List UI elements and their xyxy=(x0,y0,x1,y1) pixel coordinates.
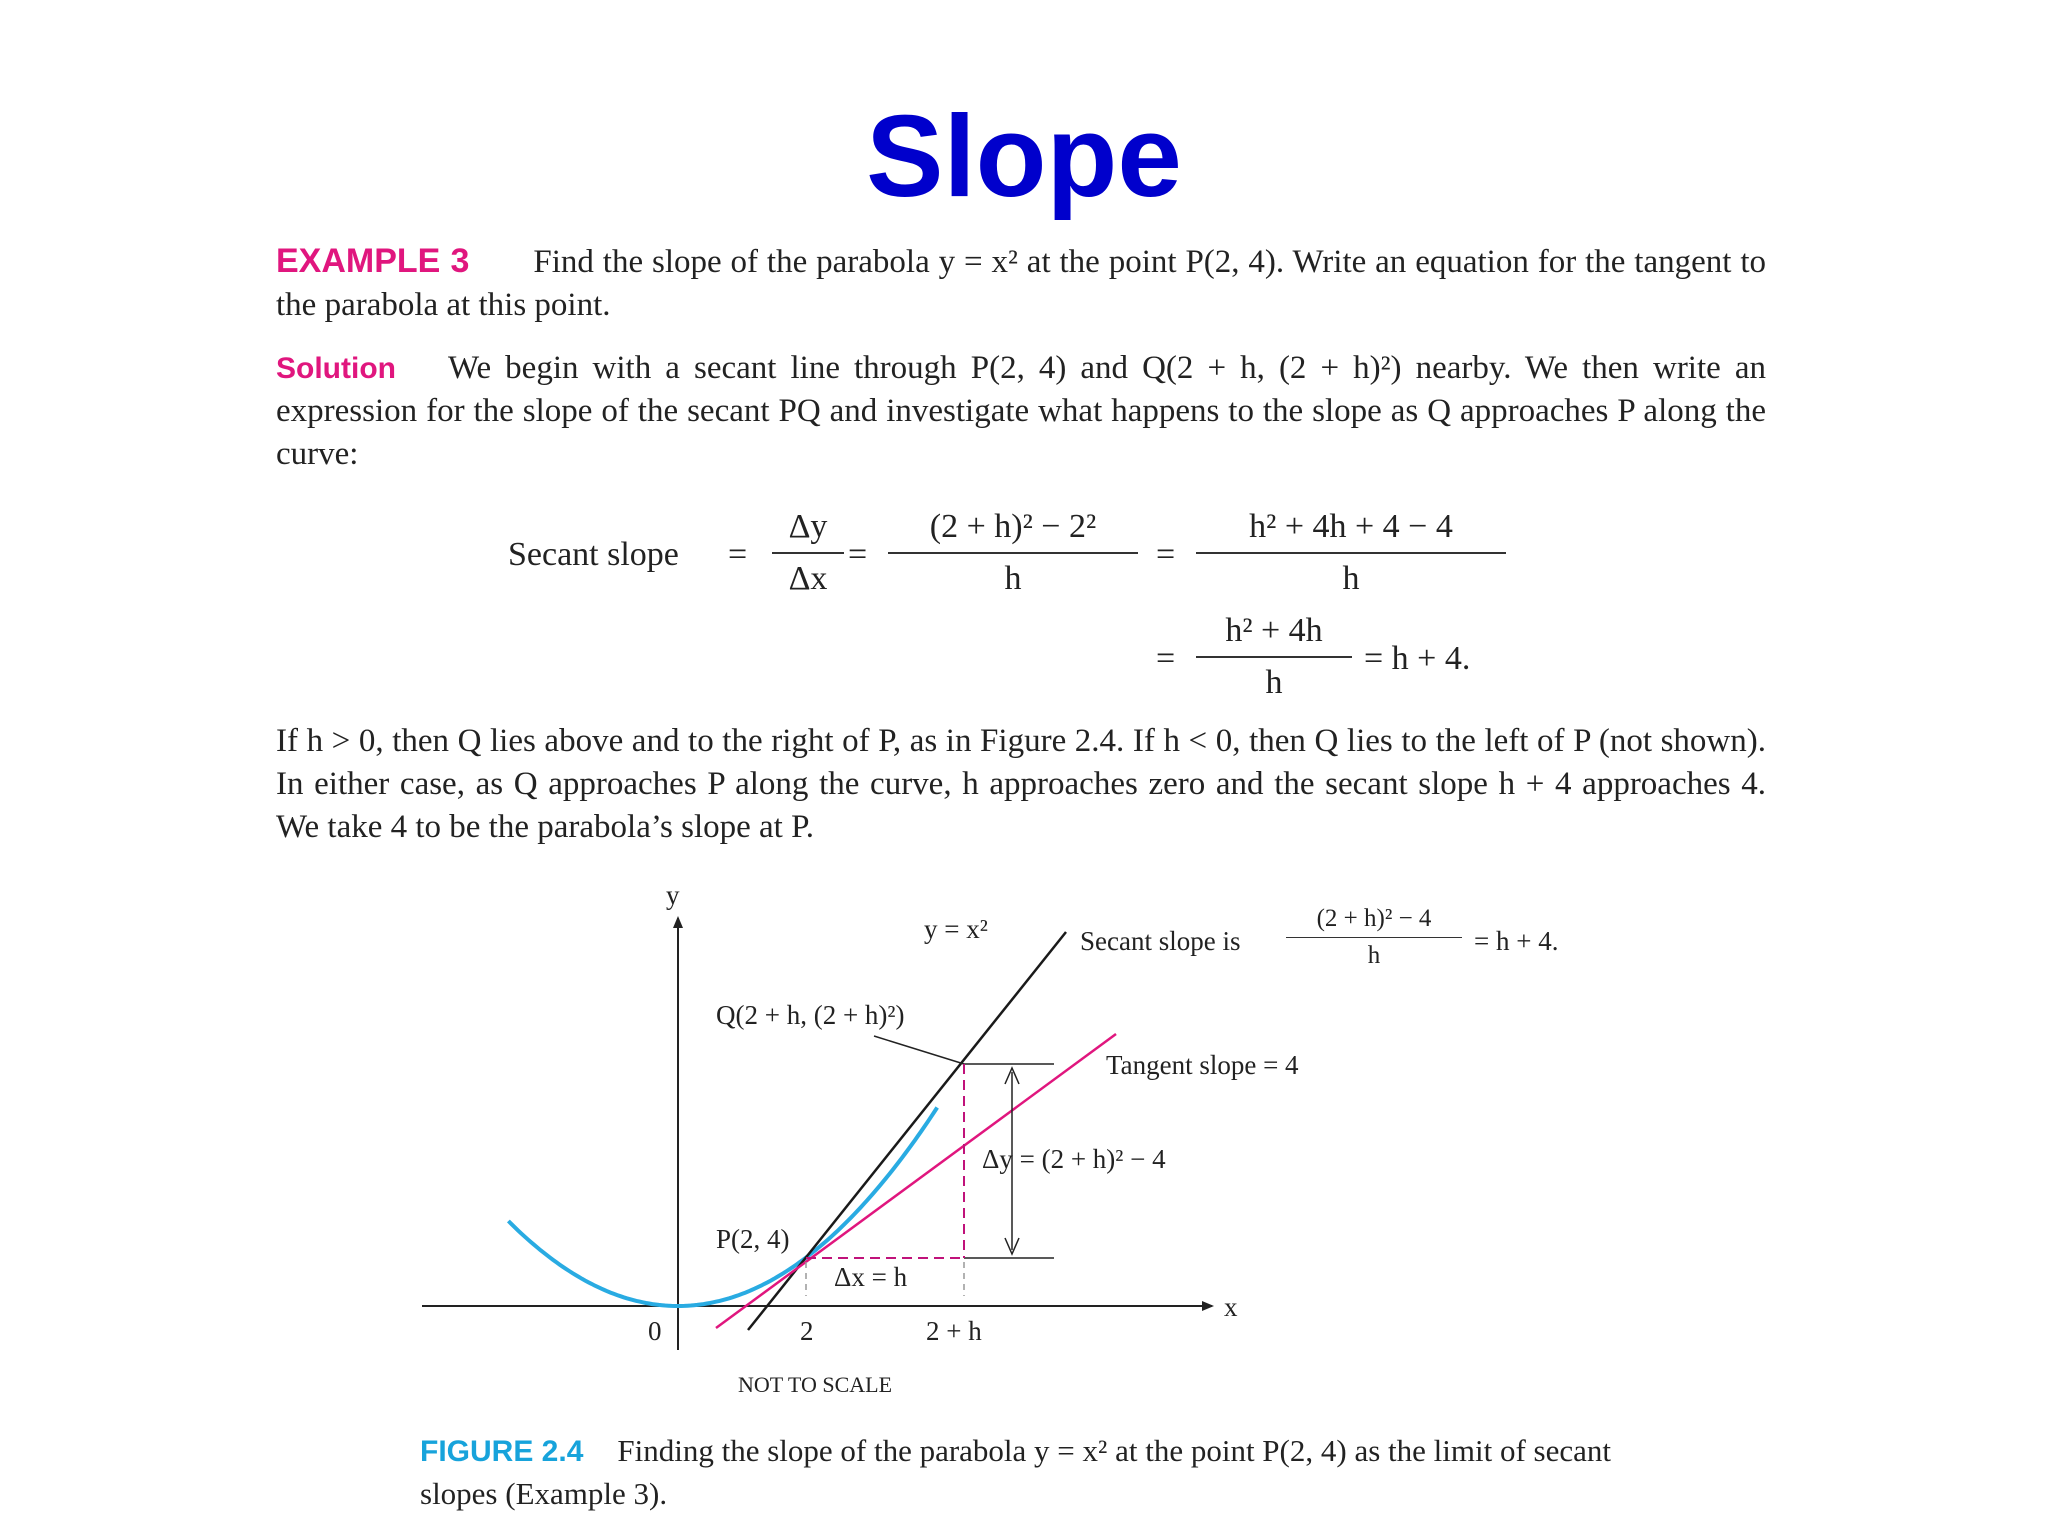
equation-equals-2: = xyxy=(848,536,868,573)
secant-slope-fraction-denominator: h xyxy=(1286,937,1462,968)
figure-caption-label: FIGURE 2.4 xyxy=(420,1435,584,1468)
solution-text: We begin with a secant line through P(2, 4) and Q(2 + h, (2 + h)²) nearby. We then write an expression for the slope of the secant PQ and investigate what happens to the slope as Q approaches P along the curve: xyxy=(276,350,1766,472)
fraction-expanded-numerator: h² + 4h + 4 − 4 xyxy=(1249,508,1453,545)
figure-caption xyxy=(420,1430,1620,1515)
equation-result: = h + 4. xyxy=(1364,640,1471,677)
secant-slope-result: = h + 4. xyxy=(1474,926,1559,956)
slide-title: Slope xyxy=(866,91,1182,221)
fraction-simplified-numerator: h² + 4h xyxy=(1225,612,1323,649)
fraction-expanded-denominator: h xyxy=(1196,552,1506,596)
solution-label: Solution xyxy=(276,352,396,385)
fraction-secant-expansion-denominator: h xyxy=(888,552,1138,596)
delta-x-label: Δx = h xyxy=(834,1262,908,1292)
equation-equals-4: = xyxy=(1156,640,1176,677)
secant-slope-fraction xyxy=(1286,906,1462,968)
tick-2-label: 2 xyxy=(800,1316,814,1346)
equation-lhs: Secant slope xyxy=(508,536,679,573)
equation-equals-3: = xyxy=(1156,536,1176,573)
q-leader-line xyxy=(874,1036,964,1064)
fraction-simplified-denominator: h xyxy=(1196,656,1352,700)
fraction-dy-dx-denominator: Δx xyxy=(772,552,844,596)
fraction-dy-dx-numerator: Δy xyxy=(788,508,828,545)
example-label: EXAMPLE 3 xyxy=(276,242,470,280)
tangent-slope-label: Tangent slope = 4 xyxy=(1106,1050,1299,1080)
origin-label: 0 xyxy=(648,1316,662,1346)
point-p-label: P(2, 4) xyxy=(716,1224,790,1254)
tangent-line xyxy=(716,1034,1116,1328)
secant-slope-fraction-numerator: (2 + h)² − 4 xyxy=(1316,905,1432,932)
equation-equals-1: = xyxy=(728,536,748,573)
x-axis-label: x xyxy=(1224,1292,1238,1322)
delta-y-label: Δy = (2 + h)² − 4 xyxy=(982,1144,1166,1174)
point-q-label: Q(2 + h, (2 + h)²) xyxy=(716,1000,905,1030)
figure-caption-text: Finding the slope of the parabola y = x² at the point P(2, 4) as the limit of secant slopes (Example 3). xyxy=(420,1433,1611,1511)
tick-2h-label: 2 + h xyxy=(926,1316,982,1346)
not-to-scale-label: NOT TO SCALE xyxy=(738,1372,893,1397)
y-axis-label: y xyxy=(666,880,680,910)
curve-label: y = x² xyxy=(924,914,988,944)
fraction-secant-expansion-numerator: (2 + h)² − 2² xyxy=(929,508,1097,545)
secant-slope-label: Secant slope is xyxy=(1080,926,1241,956)
example-text: Find the slope of the parabola y = x² at the point P(2, 4). Write an equation for the tangent to the parabola at this point. xyxy=(276,244,1766,323)
explanation-paragraph: If h > 0, then Q lies above and to the right of P, as in Figure 2.4. If h < 0, then Q lies to the left of P (not shown). In either case, as Q approaches P along the curve, h approaches zero and the secant slope h + 4 approaches 4. We take 4 to be the parabola’s slope at P. xyxy=(276,723,1766,845)
